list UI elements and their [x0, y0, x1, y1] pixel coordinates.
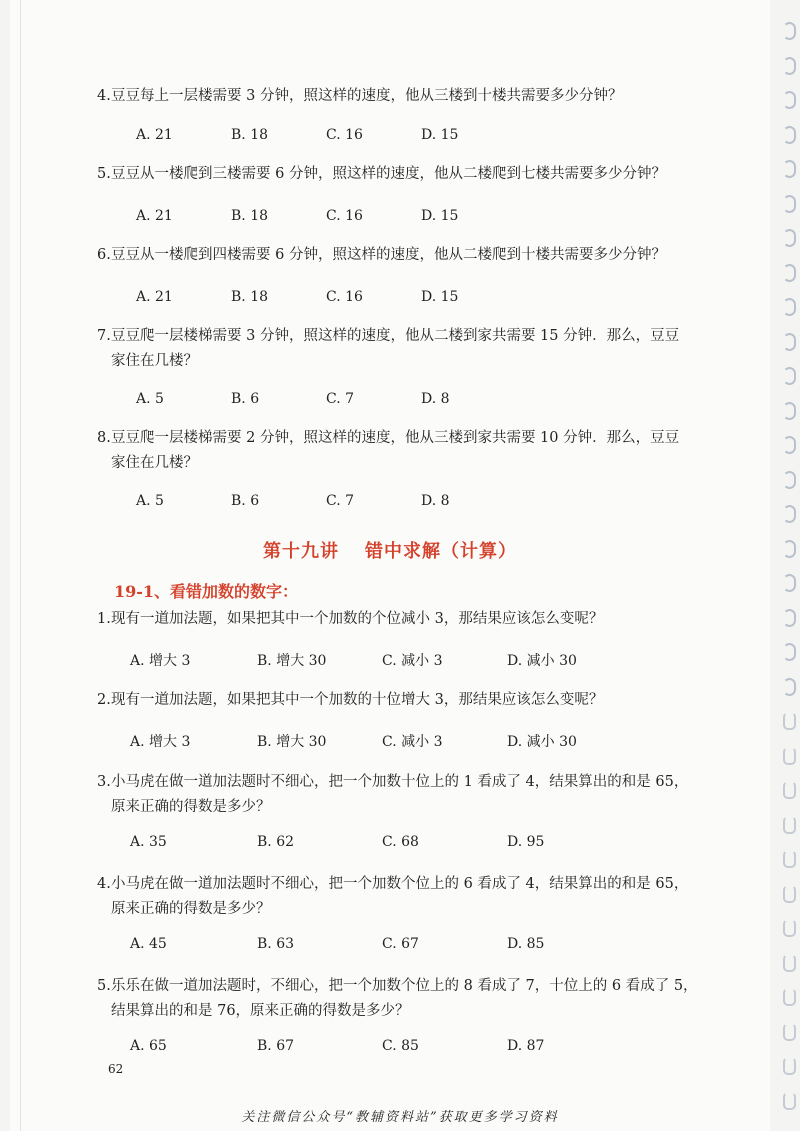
question-text: 现有一道加法题，如果把其中一个加数的十位增大 3，那结果应该怎么变呢？ [111, 692, 604, 708]
answer-option[interactable]: D. 8 [421, 391, 450, 407]
question-number: 5. [97, 166, 111, 182]
binder-ring [783, 574, 796, 592]
question-text-continued: 家住在几楼？ [111, 455, 198, 471]
answer-option[interactable]: B. 增大 30 [257, 734, 327, 750]
answer-option[interactable]: A. 65 [130, 1038, 167, 1054]
question-number: 6. [97, 247, 111, 263]
binder-ring [783, 471, 796, 489]
question-text: 豆豆爬一层楼梯需要 3 分钟，照这样的速度，他从二楼到家共需要 15 分钟．那么，豆豆 [111, 328, 680, 344]
question-text-continued: 家住在几楼？ [111, 353, 198, 369]
question [97, 162, 717, 187]
question-text: 豆豆从一楼爬到四楼需要 6 分钟，照这样的速度，他从二楼爬到十楼共需要多少分钟？ [111, 247, 666, 263]
answer-option[interactable]: A. 21 [136, 208, 173, 224]
question-number: 7. [97, 328, 111, 344]
binder-ring [783, 816, 796, 834]
binder-ring [783, 195, 796, 213]
answer-option[interactable]: C. 7 [326, 493, 355, 509]
binder-ring [783, 298, 796, 316]
binder-ring [783, 57, 796, 75]
answer-option[interactable]: D. 减小 30 [507, 653, 577, 669]
binder-ring [783, 402, 796, 420]
answer-option[interactable]: B. 18 [231, 208, 269, 224]
answer-option[interactable]: C. 16 [326, 208, 363, 224]
question-text-continued: 结果算出的和是 76，原来正确的得数是多少？ [111, 1003, 410, 1019]
question-text: 现有一道加法题，如果把其中一个加数的个位减小 3，那结果应该怎么变呢？ [111, 611, 604, 627]
lecture-number: 第十九讲 [263, 541, 339, 562]
answer-option[interactable]: C. 减小 3 [382, 734, 443, 750]
answer-option[interactable]: A. 21 [136, 289, 173, 305]
answer-option[interactable]: D. 95 [507, 834, 545, 850]
question [97, 974, 717, 1024]
question [97, 324, 717, 374]
question-text: 豆豆从一楼爬到三楼需要 6 分钟，照这样的速度，他从二楼爬到七楼共需要多少分钟？ [111, 166, 666, 182]
answer-option[interactable]: B. 18 [231, 127, 269, 143]
binder-ring [783, 540, 796, 558]
answer-option[interactable]: C. 减小 3 [382, 653, 443, 669]
question [97, 607, 717, 632]
binder-rings [780, 0, 800, 1131]
binder-ring [783, 264, 796, 282]
answer-option[interactable]: C. 67 [382, 936, 419, 952]
answer-option[interactable]: A. 21 [136, 127, 173, 143]
answer-option[interactable]: D. 15 [421, 127, 459, 143]
page-number: 62 [108, 1062, 124, 1076]
question-text-continued: 原来正确的得数是多少？ [111, 799, 271, 815]
question [97, 243, 717, 268]
question [97, 84, 717, 109]
answer-option[interactable]: D. 87 [507, 1038, 545, 1054]
section-title: 19-1、看错加数的数字： [114, 582, 299, 601]
answer-option[interactable]: B. 62 [257, 834, 295, 850]
lecture-topic: 错中求解（计算） [365, 541, 517, 562]
binder-ring [783, 505, 796, 523]
question [97, 688, 717, 713]
answer-option[interactable]: A. 5 [136, 493, 164, 509]
question-number: 3. [97, 774, 111, 790]
answer-option[interactable]: C. 7 [326, 391, 355, 407]
question [97, 426, 717, 476]
lecture-title [10, 537, 770, 563]
binder-ring [783, 436, 796, 454]
binder-ring [783, 988, 796, 1006]
question-text-continued: 原来正确的得数是多少？ [111, 901, 271, 917]
footer-note: 关注微信公众号“教辅资料站”获取更多学习资料 [241, 1110, 559, 1125]
question-number: 5. [97, 978, 111, 994]
binder-ring [783, 91, 796, 109]
answer-option[interactable]: B. 18 [231, 289, 269, 305]
question [97, 770, 717, 820]
binder-ring [783, 781, 796, 799]
question-text: 豆豆每上一层楼需要 3 分钟，照这样的速度，他从三楼到十楼共需要多少分钟？ [111, 88, 623, 104]
answer-option[interactable]: C. 85 [382, 1038, 419, 1054]
binder-ring [783, 333, 796, 351]
question-number: 4. [97, 88, 111, 104]
question-number: 1. [97, 611, 111, 627]
binder-ring [783, 1023, 796, 1041]
question-number: 8. [97, 430, 111, 446]
binder-ring [783, 712, 796, 730]
binder-ring [783, 919, 796, 937]
answer-option[interactable]: D. 8 [421, 493, 450, 509]
question-number: 2. [97, 692, 111, 708]
answer-option[interactable]: C. 16 [326, 127, 363, 143]
binder-ring [783, 885, 796, 903]
question-text: 豆豆爬一层楼梯需要 2 分钟，照这样的速度，他从三楼到家共需要 10 分钟．那么，豆豆 [111, 430, 680, 446]
question-text: 小马虎在做一道加法题时不细心，把一个加数十位上的 1 看成了 4，结果算出的和是 65， [111, 774, 689, 790]
binder-ring [783, 747, 796, 765]
answer-option[interactable]: A. 增大 3 [130, 734, 191, 750]
document-page [10, 0, 770, 1131]
binder-ring [783, 126, 796, 144]
binder-ring [783, 850, 796, 868]
question-text: 小马虎在做一道加法题时不细心，把一个加数个位上的 6 看成了 4，结果算出的和是 65， [111, 876, 689, 892]
answer-option[interactable]: A. 45 [130, 936, 167, 952]
answer-option[interactable]: B. 63 [257, 936, 295, 952]
answer-option[interactable]: B. 增大 30 [257, 653, 327, 669]
binder-ring [783, 160, 796, 178]
binder-ring [783, 22, 796, 40]
answer-option[interactable]: D. 减小 30 [507, 734, 577, 750]
binder-ring [783, 367, 796, 385]
question [97, 872, 717, 922]
binder-ring [783, 1092, 796, 1110]
answer-option[interactable]: B. 6 [231, 391, 260, 407]
binder-ring [783, 609, 796, 627]
binder-ring [783, 229, 796, 247]
answer-option[interactable]: D. 85 [507, 936, 545, 952]
binder-ring [783, 678, 796, 696]
binder-ring [783, 1057, 796, 1075]
question-number: 4. [97, 876, 111, 892]
answer-option[interactable]: D. 15 [421, 289, 459, 305]
binder-ring [783, 643, 796, 661]
answer-option[interactable]: A. 增大 3 [130, 653, 191, 669]
binder-ring [783, 954, 796, 972]
answer-option[interactable]: B. 67 [257, 1038, 295, 1054]
answer-option[interactable]: B. 6 [231, 493, 260, 509]
answer-option[interactable]: C. 68 [382, 834, 419, 850]
question-text: 乐乐在做一道加法题时，不细心，把一个加数个位上的 8 看成了 7，十位上的 6 看成了 5， [111, 978, 698, 994]
page-edge [20, 0, 21, 1131]
answer-option[interactable]: A. 5 [136, 391, 164, 407]
answer-option[interactable]: D. 15 [421, 208, 459, 224]
answer-option[interactable]: A. 35 [130, 834, 167, 850]
answer-option[interactable]: C. 16 [326, 289, 363, 305]
